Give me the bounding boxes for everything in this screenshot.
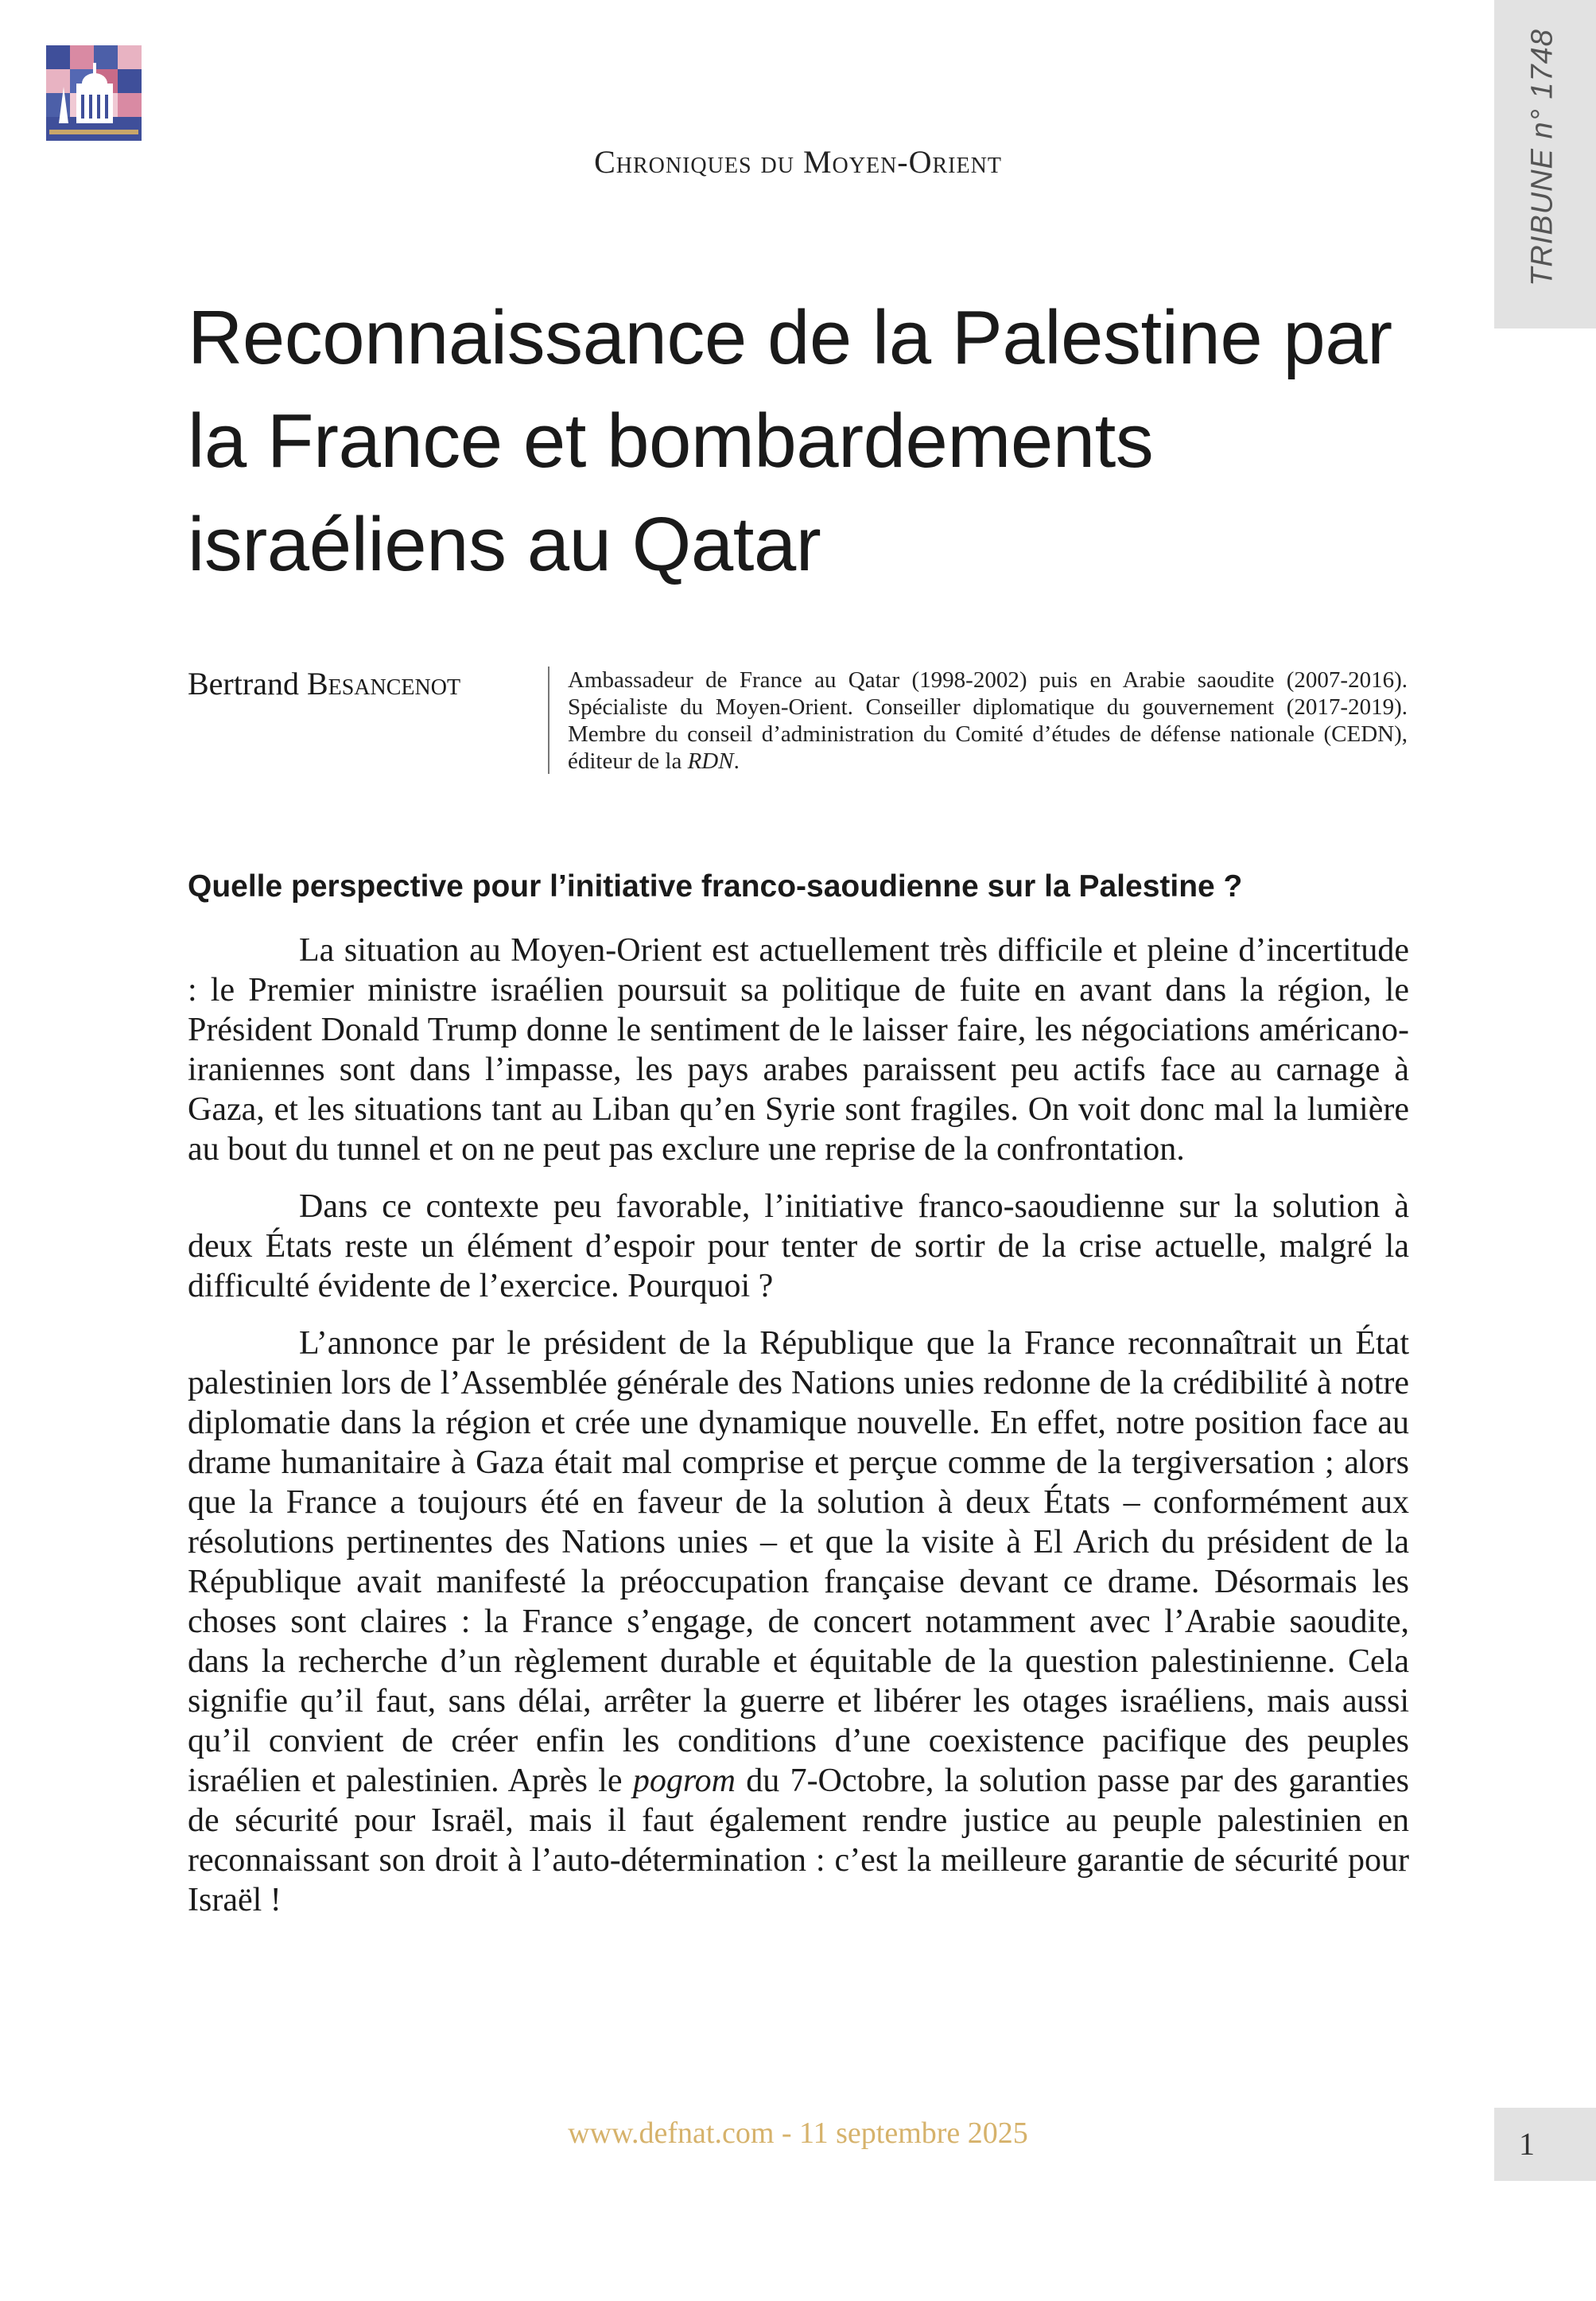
- article-body: [188, 931, 1409, 1938]
- author-bio-rdn: RDN: [687, 748, 734, 774]
- page-number: 1: [1519, 2126, 1535, 2162]
- paragraph-text: L’annonce par le président de la République que la France reconnaîtrait un État palestinien lors de l’Assemblée générale des Nations unies redonne de la crédibilité à notre diplomatie dans la région et crée une dynamique nouvelle. En effet, notre position face au drame humanitaire à Gaza était mal comprise et perçue comme de la tergiversation ; alors que la France a toujours été en faveur de la solution à deux États – conformément aux résolutions pertinentes des Nations unies – et que la visite à El Arich du président de la République avait manifesté la préoccupation française devant ce drame. Désormais les choses sont claires : la France s’engage, de concert notamment avec l’Arabie saoudite, dans la recherche d’un règlement durable et équitable de la question palestinienne. Cela signifie qu’il faut, sans délai, arrêter la guerre et libérer les otages israéliens, mais aussi qu’il convient de créer enfin les conditions d’une coexistence pacifique des peuples israélien et palestinien. Après le: [188, 1325, 1409, 1799]
- article-title: Reconnaissance de la Palestine par la France et bombardements israéliens au Qatar: [188, 295, 1392, 587]
- rdn-logo: [46, 45, 142, 141]
- paragraph-text: du 7-Octobre, la solution passe par des garanties de sécurité pour Israël, mais il faut également rendre justice au peuple palestinien en reconnaissant son droit à l’auto-détermination : c’est la meilleure garantie de sécurité pour Israël !: [188, 1763, 1409, 1918]
- paragraph: Dans ce contexte peu favorable, l’initiative franco-saoudienne sur la solution à deux États reste un élément d’espoir pour tenter de sortir de la crise actuelle, malgré la difficulté évidente de l’exercice. Pourquoi ?: [188, 1188, 1409, 1304]
- author-name: [188, 665, 460, 702]
- paragraph-italic: pogrom: [632, 1763, 736, 1799]
- author-bio-end: .: [733, 748, 740, 774]
- author-bio: [568, 667, 1408, 775]
- author-first-name: Bertrand: [188, 666, 299, 702]
- footer-source: www.defnat.com - 11 septembre 2025: [568, 2116, 1028, 2150]
- page-number-tab: [1494, 2108, 1596, 2181]
- institution-building-icon: [46, 45, 142, 141]
- series-title: Chroniques du Moyen-Orient: [594, 144, 1002, 180]
- author-last-name: Besancenot: [306, 666, 461, 702]
- author-bio-text: Ambassadeur de France au Qatar (1998-2002) puis en Arabie saoudite (2007-2016). Spécialiste du Moyen-Orient. Conseiller diplomatique du gouvernement (2017-2019). Membre du conseil d’administration du Comité d’études de défense nationale (CEDN), éditeur de la: [568, 667, 1408, 774]
- tribune-number: TRIBUNE n° 1748: [1525, 29, 1559, 286]
- author-divider: [548, 667, 549, 774]
- paragraph: La situation au Moyen-Orient est actuellement très difficile et pleine d’incertitude : le Premier ministre israélien poursuit sa politique de fuite en avant dans la région, le Président Donald Trump donne le sentiment de le laisser faire, les négociations américano-iraniennes sont dans l’impasse, les pays arabes paraissent peu actifs face au carnage à Gaza, et les situations tant au Liban qu’en Syrie sont fragiles. On voit donc mal la lumière au bout du tunnel et on ne peut pas exclure une reprise de la confrontation.: [188, 932, 1409, 1168]
- section-heading: Quelle perspective pour l’initiative franco-saoudienne sur la Palestine ?: [188, 869, 1243, 904]
- paragraph: [188, 1323, 1409, 1920]
